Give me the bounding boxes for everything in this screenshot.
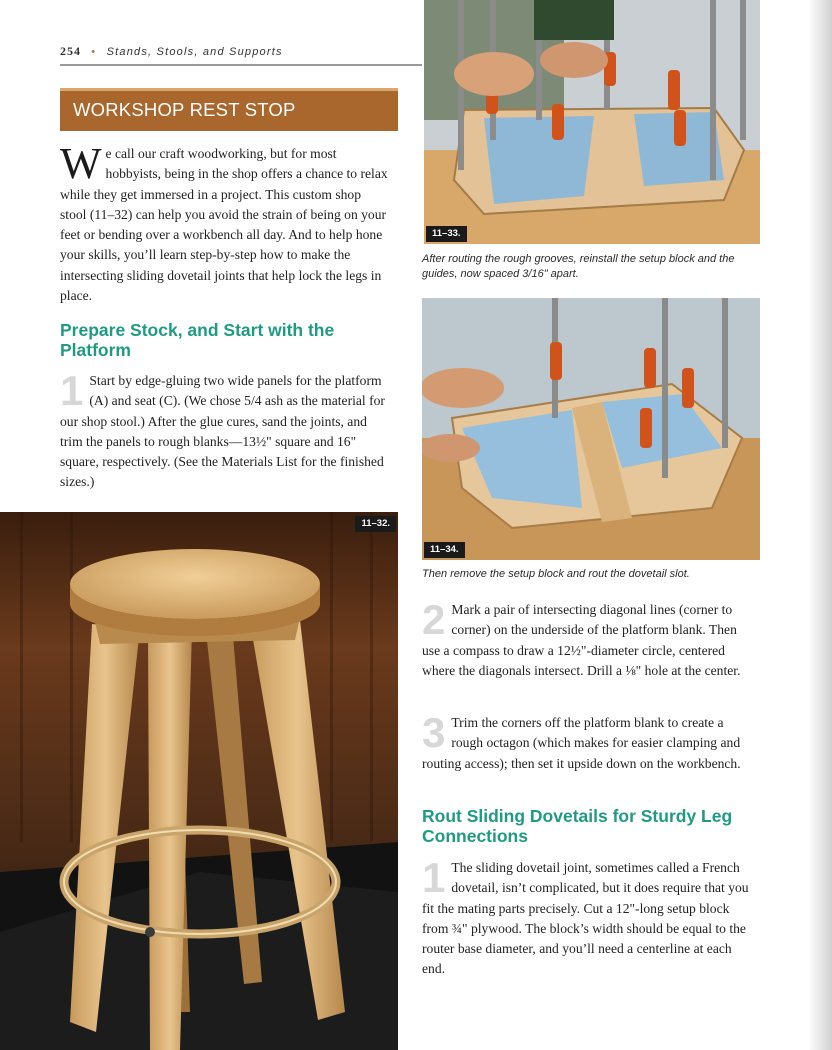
photo-routing-setup	[424, 0, 760, 244]
page-edge	[810, 0, 832, 1050]
heading-prepare-stock: Prepare Stock, and Start with the Platform	[60, 320, 335, 360]
drop-cap: W	[60, 139, 102, 188]
stool-illustration	[0, 512, 398, 1050]
step-3-paragraph	[422, 709, 758, 774]
dovetail-slot-illustration	[422, 298, 760, 560]
figure-tag-11-33: 11–33.	[426, 226, 467, 242]
photo-dovetail-slot	[422, 298, 760, 560]
step-number: 1	[60, 367, 84, 414]
photo-shop-stool	[0, 512, 398, 1050]
step-text: The sliding dovetail joint, sometimes called a French dovetail, isn’t complicated, but it does require that you fit the mating parts precisely. Cut a 12"-long setup block from ¾" plywood. The block’s width should be equal to the router base diameter, and you’ll need a centerline at each end.	[422, 860, 749, 977]
header-rule	[60, 64, 422, 66]
caption-11-33: After routing the rough grooves, reinstall the setup block and the guides, now spaced 3/16" apart.	[422, 253, 735, 280]
caption-11-34: Then remove the setup block and rout the dovetail slot.	[422, 568, 690, 580]
step-text: Start by edge-gluing two wide panels for the platform (A) and seat (C). (We chose 5/4 ash as the material for our shop stool.) After the glue cures, sand the joints, and trim the panels to rough blanks—13½" square and 16" square, respectively. (See the Materials List for the finished sizes.)	[60, 373, 385, 490]
intro-paragraph	[60, 139, 390, 306]
figure-tag-11-34: 11–34.	[424, 542, 465, 558]
routing-setup-illustration	[424, 0, 760, 244]
step-number: 2	[422, 596, 446, 643]
workshop-banner: WORKSHOP REST STOP	[60, 88, 398, 131]
step-number: 1	[422, 854, 446, 901]
step-number: 3	[422, 709, 446, 756]
page-number: 254	[60, 44, 81, 58]
step-2-paragraph	[422, 596, 758, 681]
section-title: Stands, Stools, and Supports	[106, 46, 283, 58]
step-1b-paragraph	[422, 854, 758, 980]
step-1-paragraph	[60, 367, 390, 493]
intro-text: e call our craft woodworking, but for most hobbyists, being in the shop offers a chance to relax while they get immersed in a project. This custom shop stool (11–32) can help you avoid the strain of being on your feet or bending over a workbench all day. And to help hone your skills, you’ll learn step-by-step how to make the intersecting sliding dovetail joints that help lock the legs in place.	[60, 146, 388, 304]
heading-rout-sliding-dovetails: Rout Sliding Dovetails for Sturdy Leg Connections	[422, 806, 733, 846]
figure-tag-11-32: 11–32.	[355, 516, 396, 532]
step-text: Mark a pair of intersecting diagonal lines (corner to corner) on the underside of the platform blank. Then use a compass to draw a 12½"-diameter circle, centered where the diagonals intersect. Drill a ⅛" hole at the center.	[422, 602, 741, 678]
header-separator: •	[91, 46, 97, 58]
step-text: Trim the corners off the platform blank to create a rough octagon (which makes for easier clamping and routing access); then set it upside down on the workbench.	[422, 715, 741, 771]
running-header	[60, 44, 360, 59]
